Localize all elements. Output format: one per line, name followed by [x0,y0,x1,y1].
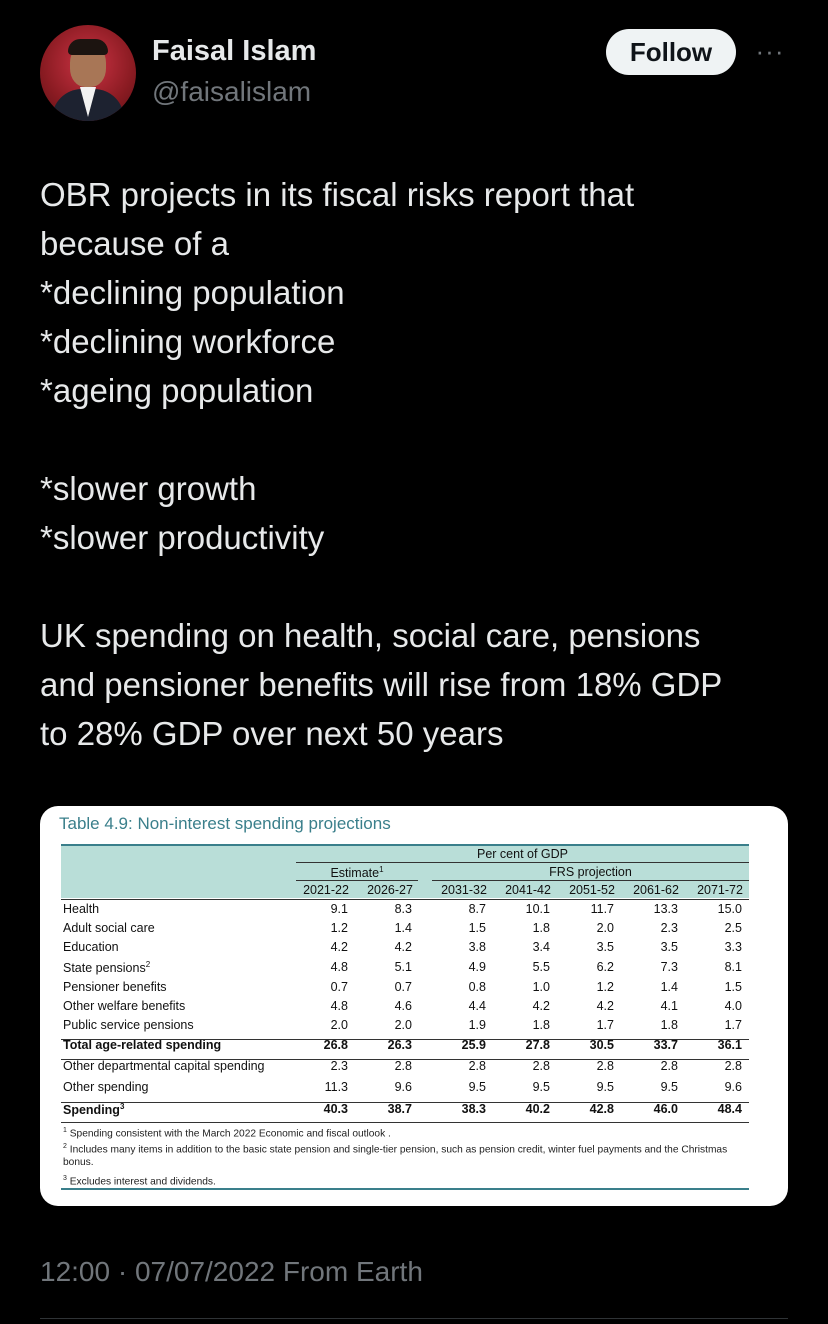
row-label: Adult social care [63,921,155,935]
table-cell: 26.3 [387,1038,412,1052]
row-label: Health [63,902,100,916]
table-row [61,940,751,959]
table-cell: 5.5 [532,960,550,974]
table-cell: 2.8 [468,1059,486,1073]
table-cell: 4.8 [330,999,348,1013]
table-row [61,1038,751,1057]
table-row [61,1080,751,1099]
header-rule-1 [296,862,749,863]
row-label: State pensions$^2$ [63,960,151,976]
table-cell: 2.0 [596,921,614,935]
table-row [61,960,751,979]
table-cell: 3.5 [660,940,678,954]
table-cell: 3.5 [596,940,614,954]
header-rule-frs [432,880,749,881]
table-cell: 40.3 [323,1102,348,1116]
table-cell: 1.2 [596,980,614,994]
table-cell: 3.3 [724,940,742,954]
tweet-line: UK spending on health, social care, pensions [40,617,701,654]
tweet-line: *slower productivity [40,519,325,556]
table-cell: 33.7 [653,1038,678,1052]
tweet-header [40,25,788,121]
attached-image-table[interactable] [40,806,788,1206]
table-cell: 4.2 [394,940,412,954]
table-cell: 2.8 [532,1059,550,1073]
table-cell: 1.0 [532,980,550,994]
table-cell: 1.7 [724,1018,742,1032]
tweet-line: to 28% GDP over next 50 years [40,715,504,752]
table-cell: 2.3 [660,921,678,935]
spending-bottom-rule [61,1122,749,1123]
total-bottom-rule [61,1059,749,1060]
table-cell: 0.7 [394,980,412,994]
author-avatar[interactable] [40,25,136,121]
year-header: 2051-52 [569,883,615,897]
table-cell: 4.8 [330,960,348,974]
table-cell: 1.4 [660,980,678,994]
table-cell: 9.5 [660,1080,678,1094]
table-cell: 7.3 [660,960,678,974]
table-cell: 38.7 [387,1102,412,1116]
follow-button[interactable]: Follow [606,29,736,75]
table-title: Table 4.9: Non-interest spending projections [59,814,391,833]
table-cell: 2.8 [724,1059,742,1073]
tweet-line: *declining workforce [40,323,336,360]
table-cell: 1.8 [532,1018,550,1032]
table-cell: 30.5 [589,1038,614,1052]
table-cell: 2.3 [330,1059,348,1073]
divider [40,1318,788,1319]
table-cell: 4.9 [468,960,486,974]
table-cell: 42.8 [589,1102,614,1116]
header-bottom-rule [61,899,749,900]
table-row [61,1059,751,1078]
table-cell: 9.6 [394,1080,412,1094]
table-cell: 1.7 [596,1018,614,1032]
table-cell: 4.2 [596,999,614,1013]
spending-top-rule [61,1102,749,1103]
table-cell: 2.8 [394,1059,412,1073]
table-cell: 36.1 [717,1038,742,1052]
table-cell: 4.4 [468,999,486,1013]
tweet-line: because of a [40,225,229,262]
table-footnote: $^3$ Excludes interest and dividends. [63,1175,216,1188]
table-bottom-rule [61,1188,749,1190]
row-label: Other welfare benefits [63,999,186,1013]
table-cell: 1.5 [468,921,486,935]
table-row [61,902,751,921]
table-cell: 4.1 [660,999,678,1013]
table-row [61,980,751,999]
table-cell: 8.3 [394,902,412,916]
row-label: Other spending [63,1080,149,1094]
row-label: Pensioner benefits [63,980,167,994]
table-cell: 3.4 [532,940,550,954]
table-cell: 6.2 [596,960,614,974]
table-cell: 4.6 [394,999,412,1013]
table-row [61,1102,751,1121]
table-row [61,999,751,1018]
year-header: 2026-27 [367,883,413,897]
table-cell: 11.7 [590,902,614,916]
row-label: Spending$^3$ [63,1102,125,1118]
tweet-line: *slower growth [40,470,257,507]
table-cell: 9.5 [468,1080,486,1094]
table-row [61,921,751,940]
table-cell: 26.8 [323,1038,348,1052]
year-header: 2041-42 [505,883,551,897]
tweet-line: *declining population [40,274,345,311]
table-cell: 1.8 [532,921,550,935]
table-cell: 0.8 [468,980,486,994]
year-header: 2031-32 [441,883,487,897]
row-label: Public service pensions [63,1018,194,1032]
author-handle[interactable]: @faisalislam [152,76,312,107]
table-cell: 15.0 [717,902,742,916]
table-footnote: $^2$ Includes many items in addition to the basic state pension and single-tier pension, such as pension credit, winter fuel payments and the Christmas bonus. [63,1143,728,1169]
table-cell: 2.8 [596,1059,614,1073]
table-cell: 9.6 [724,1080,742,1094]
year-header: 2071-72 [697,883,743,897]
table-cell: 9.5 [532,1080,550,1094]
row-label: Other departmental capital spending [63,1059,265,1073]
year-header: 2021-22 [303,883,349,897]
table-cell: 38.3 [461,1102,486,1116]
table-cell: 10.1 [525,902,550,916]
tweet-blank-line [40,562,800,611]
table-cell: 1.2 [330,921,348,935]
author-name[interactable]: Faisal Islam [152,35,317,67]
tweet-timestamp[interactable]: 12:00 · 07/07/2022 From Earth [40,1256,423,1287]
table-footnote: $^1$ Spending consistent with the March 2022 Economic and fiscal outlook . [63,1127,391,1140]
table-cell: 27.8 [525,1038,550,1052]
header-per-cent-gdp: Per cent of GDP [476,847,568,861]
total-top-rule [61,1039,749,1040]
table-cell: 11.3 [324,1080,348,1094]
table-cell: 4.0 [724,999,742,1013]
table-cell: 48.4 [717,1102,742,1116]
tweet-line: *ageing population [40,372,314,409]
table-cell: 4.2 [330,940,348,954]
table-cell: 8.7 [468,902,486,916]
header-estimate: Estimate$^1$ [330,865,384,881]
table-cell: 2.0 [330,1018,348,1032]
table-row [61,1018,751,1037]
table-cell: 1.9 [468,1018,486,1032]
table-cell: 1.5 [724,980,742,994]
table-top-rule [61,844,749,846]
table-cell: 40.2 [525,1102,550,1116]
row-label: Education [63,940,119,954]
more-options-icon[interactable]: ··· [755,36,785,66]
table-cell: 25.9 [461,1038,486,1052]
tweet-line: OBR projects in its fiscal risks report that [40,176,635,213]
table-cell: 46.0 [653,1102,678,1116]
table-cell: 2.5 [724,921,742,935]
table-cell: 13.3 [653,902,678,916]
table-cell: 9.5 [596,1080,614,1094]
table-cell: 1.8 [660,1018,678,1032]
table-cell: 9.1 [330,902,348,916]
tweet-blank-line [40,415,800,464]
table-cell: 3.8 [468,940,486,954]
header-frs-projection: FRS projection [549,865,632,879]
table-cell: 1.4 [394,921,412,935]
table-cell: 5.1 [394,960,412,974]
table-cell: 0.7 [330,980,348,994]
table-cell: 8.1 [724,960,742,974]
tweet-body [40,170,800,758]
table-cell: 4.2 [532,999,550,1013]
tweet-line: and pensioner benefits will rise from 18% GDP [40,666,723,703]
row-label: Total age-related spending [63,1038,222,1052]
year-header: 2061-62 [633,883,679,897]
table-cell: 2.0 [394,1018,412,1032]
table-cell: 2.8 [660,1059,678,1073]
